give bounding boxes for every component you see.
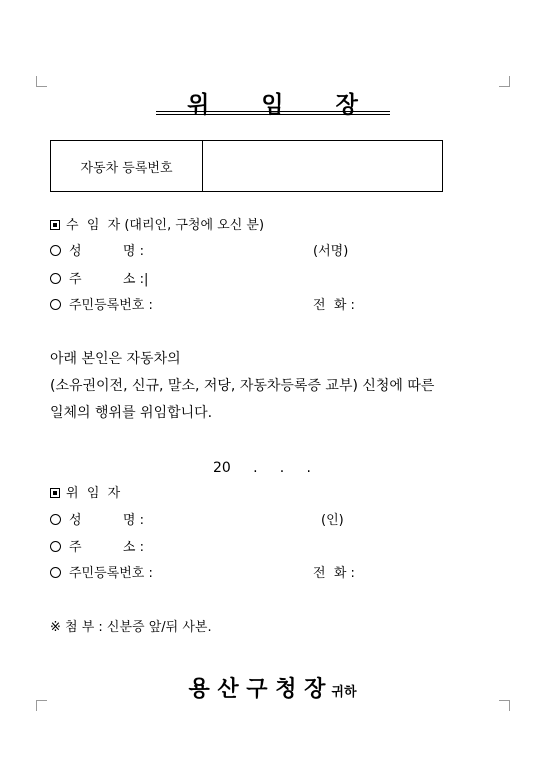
circle-bullet-icon (50, 567, 61, 578)
delegate-name-label: 성 명 : (69, 244, 144, 259)
delegator-phone-label: 전 화 : (313, 566, 355, 581)
delegate-heading: 수 임 자 (대리인, 구청에 오신 분) (66, 218, 265, 233)
delegate-address-label: 주 소 :| (69, 272, 149, 287)
checkbox-square-icon (50, 488, 60, 498)
delegator-address-label: 주 소 : (69, 540, 144, 555)
delegator-heading-row (50, 486, 120, 502)
delegate-address-row (50, 272, 148, 288)
delegator-rrn-label: 주민등록번호 : (69, 566, 153, 581)
title-underline-bottom (156, 114, 390, 115)
statement-line-2: (소유권이전, 신규, 말소, 저당, 자동차등록증 교부) 신청에 따른 (50, 378, 435, 394)
recipient-line (0, 672, 545, 703)
statement-line-1: 아래 본인은 자동차의 (50, 351, 181, 367)
delegate-signature-mark: (서명) (313, 244, 349, 259)
statement-line-3: 일체의 행위를 위임합니다. (50, 405, 213, 421)
delegate-phone-label: 전 화 : (313, 298, 355, 313)
recipient-office: 용 산 구 청 장 (188, 676, 326, 702)
registration-number-box (50, 140, 443, 192)
delegate-rrn-label: 주민등록번호 : (69, 298, 153, 313)
checkbox-square-icon (50, 220, 60, 230)
title-char-3: 장 (335, 92, 358, 118)
delegator-seal-mark: (인) (321, 513, 344, 528)
delegator-address-row (50, 540, 144, 556)
delegator-name-row (50, 513, 144, 529)
delegate-rrn-row (50, 298, 153, 314)
circle-bullet-icon (50, 514, 61, 525)
registration-number-label: 자동차 등록번호 (51, 141, 203, 191)
date-line: 20 . . . (213, 460, 311, 476)
circle-bullet-icon (50, 299, 61, 310)
attachment-note: ※ 첨 부 : 신분증 앞/뒤 사본. (50, 620, 212, 635)
delegator-rrn-row (50, 566, 153, 582)
circle-bullet-icon (50, 273, 61, 284)
delegator-heading: 위 임 자 (66, 486, 121, 501)
delegate-heading-row (50, 218, 264, 234)
delegate-name-row (50, 244, 144, 260)
registration-number-field[interactable] (203, 141, 442, 191)
circle-bullet-icon (50, 541, 61, 552)
recipient-honorific: 귀하 (331, 685, 357, 700)
circle-bullet-icon (50, 245, 61, 256)
delegator-name-label: 성 명 : (69, 513, 144, 528)
title-char-2: 임 (261, 92, 284, 118)
title-char-1: 위 (187, 92, 210, 118)
title-underline-top (156, 111, 390, 112)
